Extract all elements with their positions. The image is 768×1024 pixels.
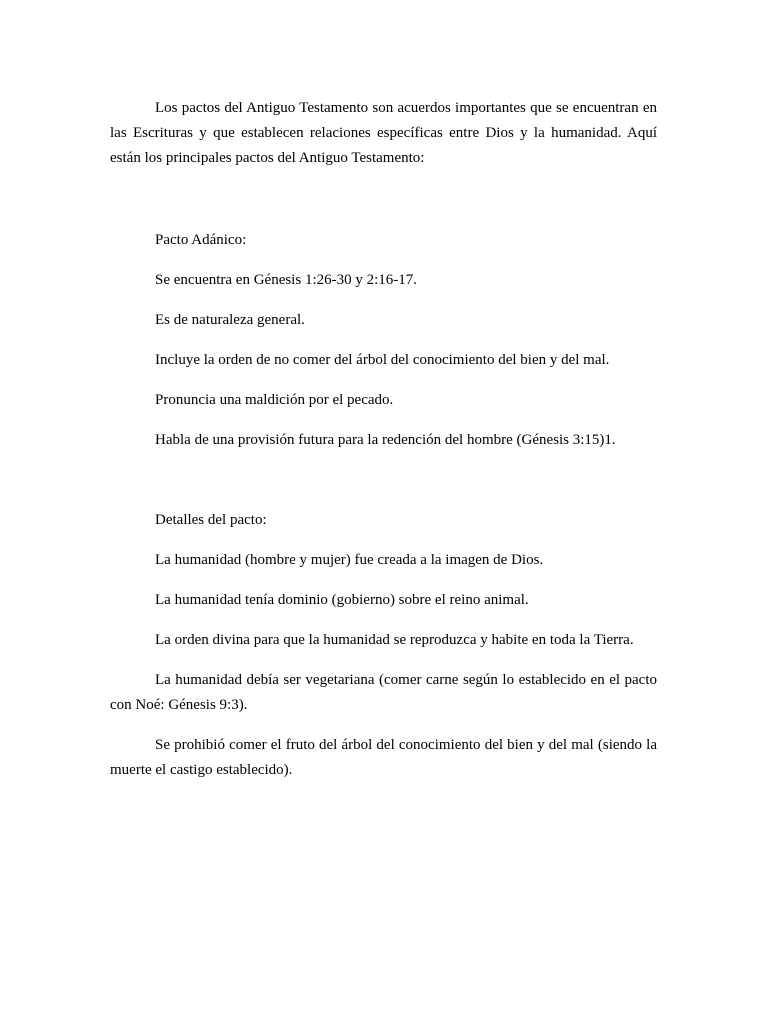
covenant-redemption-line: Habla de una provisión futura para la redención del hombre (Génesis 3:15)1. xyxy=(155,432,616,448)
detail-vegetarian-paragraph: La humanidad debía ser vegetariana (comer carne según lo establecido en el pacto con Noé: Génesis 9:3). xyxy=(110,672,657,713)
intro-paragraph: Los pactos del Antiguo Testamento son acuerdos importantes que se encuentran en las Escrituras y que establecen relaciones específicas entre Dios y la humanidad. Aquí están los principales pactos del Antiguo Testamento: xyxy=(110,100,657,166)
document-body xyxy=(110,96,657,798)
covenant-curse-line: Pronuncia una maldición por el pecado. xyxy=(155,392,394,408)
paragraph-gap xyxy=(110,171,657,228)
paragraph-gap xyxy=(110,468,657,508)
covenant-nature-line: Es de naturaleza general. xyxy=(155,312,305,328)
detail-image-line: La humanidad (hombre y mujer) fue creada a la imagen de Dios. xyxy=(155,552,544,568)
covenant-order-line: Incluye la orden de no comer del árbol del conocimiento del bien y del mal. xyxy=(155,352,610,368)
detail-dominion-line: La humanidad tenía dominio (gobierno) sobre el reino animal. xyxy=(155,592,529,608)
covenant-reference-line: Se encuentra en Génesis 1:26-30 y 2:16-17. xyxy=(155,272,418,288)
detail-reproduce-line: La orden divina para que la humanidad se reproduzca y habite en toda la Tierra. xyxy=(155,632,634,648)
section-heading-detalles: Detalles del pacto: xyxy=(155,512,267,528)
section-heading-pacto-adanico: Pacto Adánico: xyxy=(155,232,247,248)
detail-prohibition-paragraph: Se prohibió comer el fruto del árbol del conocimiento del bien y del mal (siendo la muerte el castigo establecido). xyxy=(110,737,657,778)
